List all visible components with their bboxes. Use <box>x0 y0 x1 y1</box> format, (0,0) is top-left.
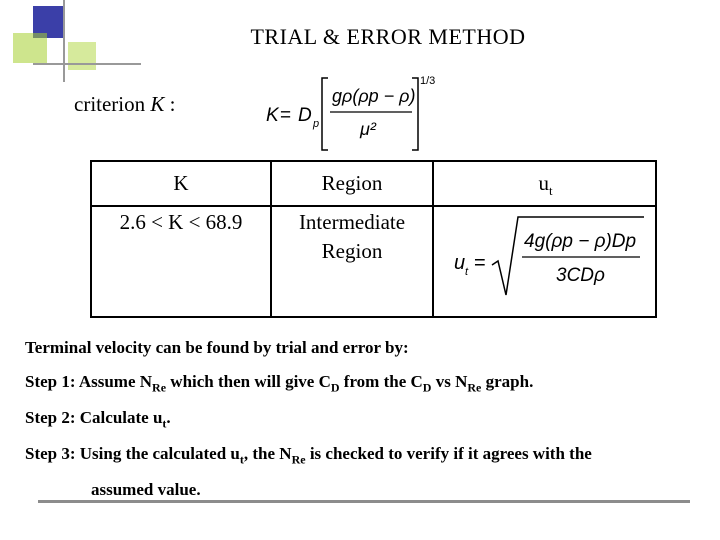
left-bracket <box>322 78 328 150</box>
formula-k-lhs: K <box>266 105 279 126</box>
slide-title: TRIAL & ERROR METHOD <box>250 24 526 49</box>
table-header-ut: $u_t$ <box>538 171 553 199</box>
formula-ut-eq: = <box>474 252 486 274</box>
step-3-text: Step 3: Using the calculated $u_t$, the $N_{Re}$ is checked to verify if it agrees with the <box>25 444 592 467</box>
step-2-text: Step 2: Calculate $u_t$. <box>25 408 171 431</box>
formula-ut-lhs-sub: t <box>465 266 469 278</box>
formula-k <box>262 72 442 154</box>
intro-text: Terminal velocity can be found by trial and error by: <box>25 338 409 357</box>
table-cell-region: Intermediate Region <box>298 210 406 263</box>
table-header-region: Region <box>321 171 383 195</box>
formula-k-dp: D <box>298 105 312 126</box>
formula-k-eq: = <box>280 105 292 126</box>
formula-ut-numerator: 4g(ρp − ρ)Dp <box>524 231 637 252</box>
formula-k-dp-sub: p <box>313 118 320 130</box>
region-table <box>90 160 657 318</box>
step-1-text: Step 1: Assume $N_{Re}$ which then will give $C_D$ from the $C_D$ vs $N_{Re}$ graph. <box>25 372 534 395</box>
formula-ut-lhs: u <box>454 252 466 274</box>
formula-k-denominator: μ² <box>360 119 376 139</box>
criterion-label: criterion K : <box>74 92 176 116</box>
footer-divider <box>38 500 690 503</box>
formula-k-exponent: 1/3 <box>420 75 436 87</box>
formula-ut <box>450 213 650 303</box>
table-cell-k-range: 2.6 < K < 68.9 <box>119 210 243 234</box>
table-header-k: K <box>173 171 189 195</box>
table-header-rule <box>92 205 655 207</box>
decor-horizontal-line <box>33 63 141 65</box>
formula-k-numerator: gρ(ρp − ρ) <box>332 86 416 106</box>
formula-ut-denominator: 3CDρ <box>556 265 605 286</box>
step-3-continuation: assumed value. <box>91 480 201 499</box>
